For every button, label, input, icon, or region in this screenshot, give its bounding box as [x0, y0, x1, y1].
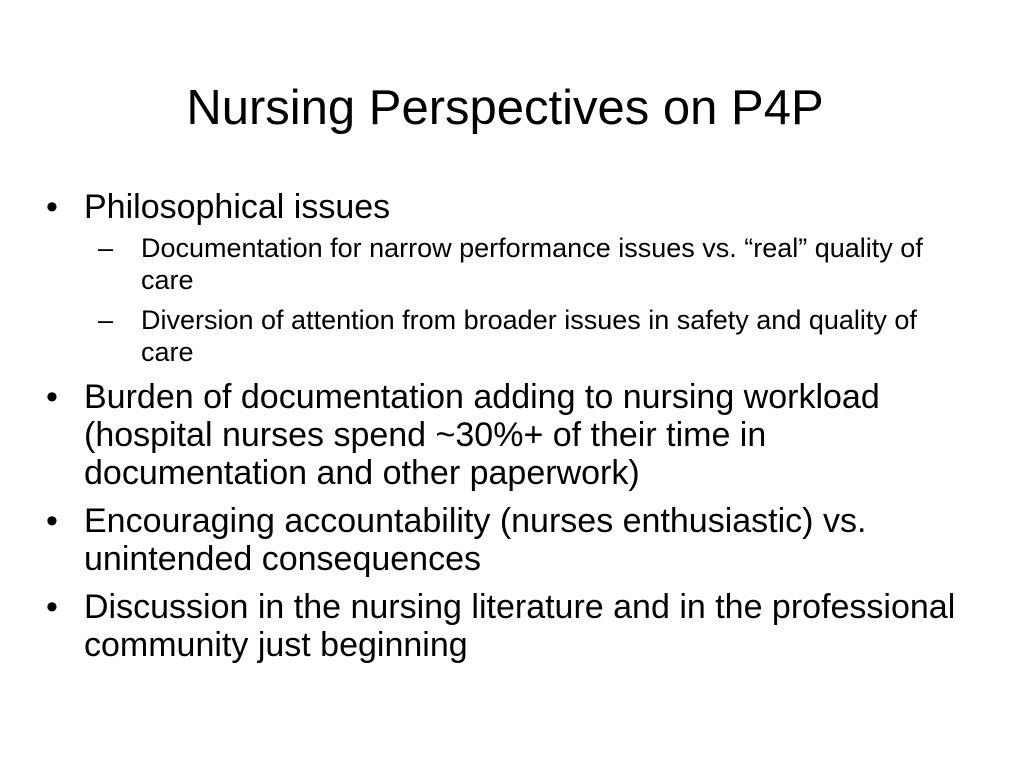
- bullet-item: [46, 502, 966, 578]
- bullet-marker: •: [46, 588, 58, 626]
- dash-marker: –: [98, 305, 114, 335]
- sub-bullet-item: [98, 304, 966, 368]
- bullet-item: [46, 378, 966, 492]
- bullet-text: Encouraging accountability (nurses enthusiastic) vs. unintended consequences: [84, 502, 867, 578]
- bullet-text: Burden of documentation adding to nursing workload (hospital nurses spend ~30%+ of their time in documentation and other paperwork): [84, 378, 880, 492]
- dash-marker: –: [98, 233, 114, 263]
- bullet-marker: •: [46, 502, 58, 540]
- bullet-item: [46, 588, 966, 664]
- bullet-text: Discussion in the nursing literature and in the professional community just beginning: [84, 588, 956, 664]
- sub-bullet-text: Diversion of attention from broader issues in safety and quality of care: [141, 305, 917, 367]
- sub-bullet-text: Documentation for narrow performance issues vs. “real” quality of care: [141, 233, 923, 295]
- bullet-list: [46, 188, 966, 674]
- bullet-item: [46, 188, 966, 368]
- bullet-marker: •: [46, 378, 58, 416]
- slide-title: Nursing Perspectives on P4P: [186, 81, 824, 135]
- bullet-text: Philosophical issues: [84, 188, 391, 226]
- sub-bullet-item: [98, 232, 966, 296]
- sub-bullet-list: [84, 232, 966, 368]
- bullet-marker: •: [46, 188, 58, 226]
